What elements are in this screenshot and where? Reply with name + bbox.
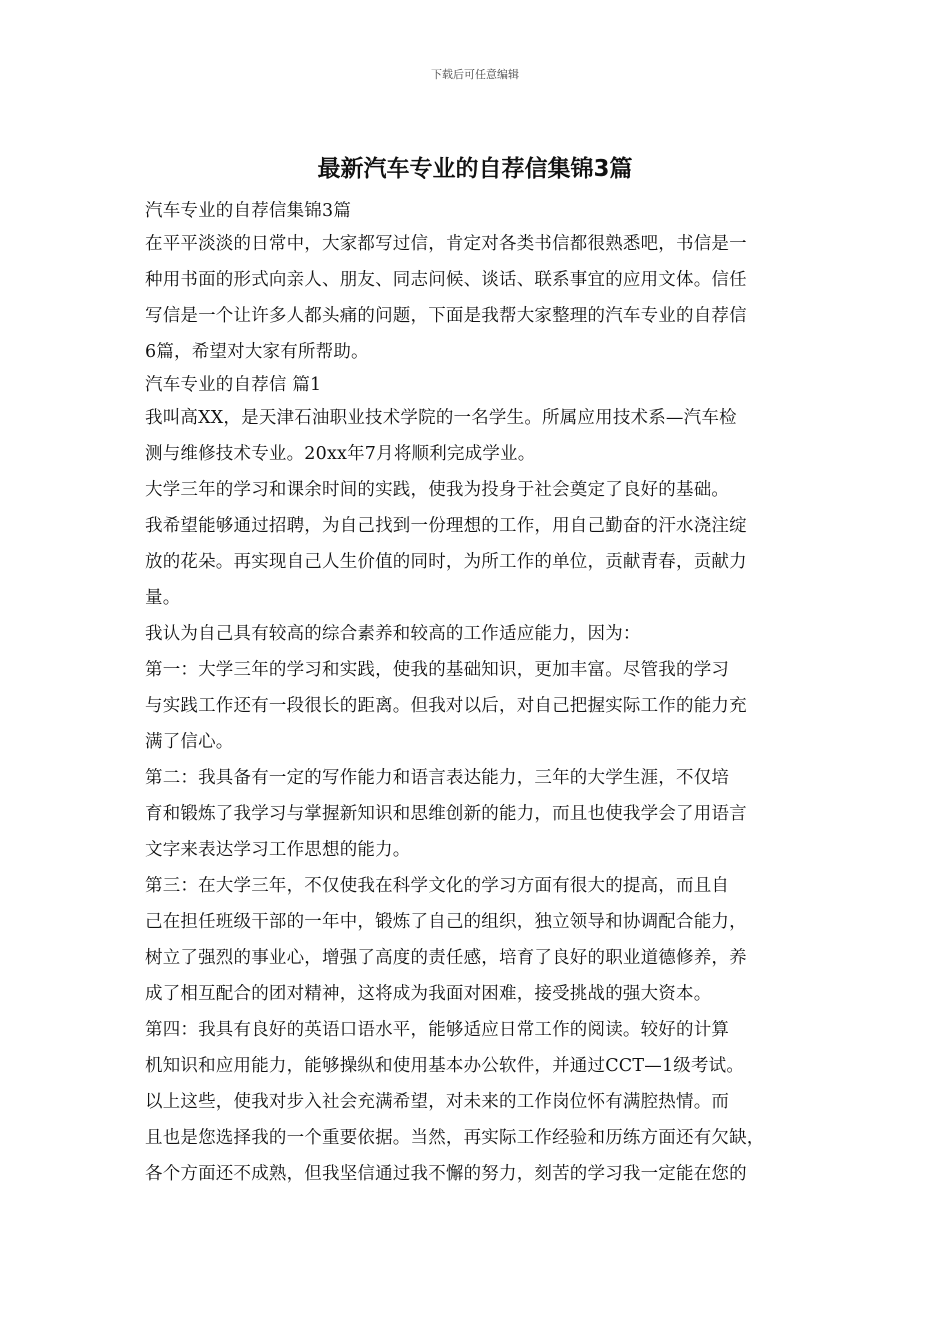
body-line: 写信是一个让许多人都头痛的问题，下面是我帮大家整理的汽车专业的自荐信 <box>145 306 747 326</box>
body-line: 己在担任班级干部的一年中，锻炼了自己的组织，独立领导和协调配合能力， <box>145 912 747 932</box>
body-line: 以上这些，使我对步入社会充满希望，对未来的工作岗位怀有满腔热情。而 <box>145 1092 730 1112</box>
body-line: 育和锻炼了我学习与掌握新知识和思维创新的能力，而且也使我学会了用语言 <box>145 804 747 824</box>
body-line: 种用书面的形式向亲人、朋友、同志问候、谈话、联系事宜的应用文体。信任 <box>145 270 747 290</box>
body-line: 第二：我具备有一定的写作能力和语言表达能力，三年的大学生涯，不仅培 <box>145 768 730 788</box>
body-line: 量。 <box>145 588 181 608</box>
page-header-note: 下载后可任意编辑 <box>431 68 519 81</box>
body-line: 6篇，希望对大家有所帮助。 <box>145 342 369 362</box>
body-line: 第一：大学三年的学习和实践，使我的基础知识，更加丰富。尽管我的学习 <box>145 660 730 680</box>
body-line: 树立了强烈的事业心，增强了高度的责任感，培育了良好的职业道德修养，养 <box>145 948 747 968</box>
body-line: 与实践工作还有一段很长的距离。但我对以后，对自己把握实际工作的能力充 <box>145 696 747 716</box>
body-line: 我希望能够通过招聘，为自己找到一份理想的工作，用自己勤奋的汗水浇注绽 <box>145 516 747 536</box>
body-line: 且也是您选择我的一个重要依据。当然，再实际工作经验和历练方面还有欠缺， <box>145 1128 765 1148</box>
body-line: 我叫高XX，是天津石油职业技术学院的一名学生。所属应用技术系—汽车检 <box>145 408 737 428</box>
document-body <box>145 196 815 1192</box>
body-line: 满了信心。 <box>145 732 234 752</box>
body-line: 大学三年的学习和课余时间的实践，使我为投身于社会奠定了良好的基础。 <box>145 480 730 500</box>
body-line: 成了相互配合的团对精神，这将成为我面对困难，接受挑战的强大资本。 <box>145 984 712 1004</box>
body-line: 测与维修技术专业。20xx年7月将顺利完成学业。 <box>145 444 536 464</box>
body-line: 各个方面还不成熟，但我坚信通过我不懈的努力，刻苦的学习我一定能在您的 <box>145 1164 747 1184</box>
body-line: 第三：在大学三年，不仅使我在科学文化的学习方面有很大的提高，而且自 <box>145 876 730 896</box>
body-line: 机知识和应用能力，能够操纵和使用基本办公软件，并通过CCT—1级考试。 <box>145 1056 745 1076</box>
body-line: 放的花朵。再实现自己人生价值的同时，为所工作的单位，贡献青春，贡献力 <box>145 552 747 572</box>
document-title: 最新汽车专业的自荐信集锦3篇 <box>317 156 633 182</box>
body-line: 在平平淡淡的日常中，大家都写过信，肯定对各类书信都很熟悉吧，书信是一 <box>145 234 747 254</box>
body-line: 文字来表达学习工作思想的能力。 <box>145 840 411 860</box>
section-heading: 汽车专业的自荐信 篇1 <box>145 375 322 395</box>
subtitle-line: 汽车专业的自荐信集锦3篇 <box>145 201 352 221</box>
body-line: 我认为自己具有较高的综合素养和较高的工作适应能力，因为： <box>145 624 641 644</box>
body-line: 第四：我具有良好的英语口语水平，能够适应日常工作的阅读。较好的计算 <box>145 1020 730 1040</box>
